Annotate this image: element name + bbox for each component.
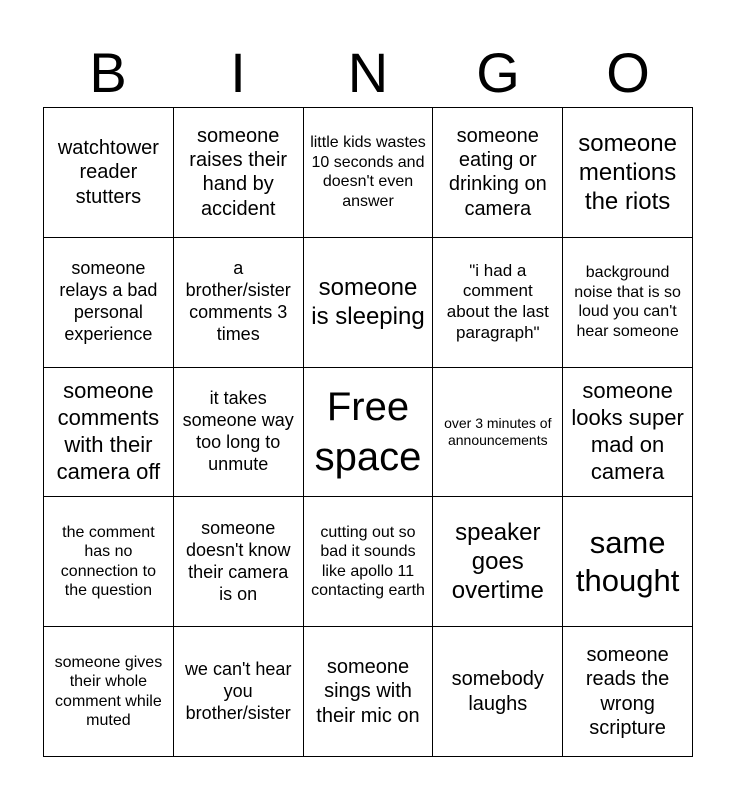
cell-label: somebody laughs (451, 668, 544, 715)
cell-label: background noise that is so loud you can't hear someone (574, 264, 681, 340)
cell-label: someone is sleeping (311, 273, 425, 331)
cell-label: someone eating or drinking on camera (448, 124, 547, 220)
cell-label: "i had a comment about the last paragraph" (446, 260, 549, 342)
header-letter-g: G (476, 41, 520, 104)
header-letter-o: O (606, 41, 650, 104)
bingo-cell-r4c3[interactable] (304, 497, 434, 627)
cell-label: someone sings with their mic on (316, 656, 420, 727)
bingo-cell-r4c1[interactable] (44, 497, 174, 627)
bingo-cell-r3c2[interactable] (174, 368, 304, 498)
header-letter-i: I (230, 41, 246, 104)
bingo-cell-r2c5[interactable] (563, 238, 693, 368)
bingo-cell-r4c2[interactable] (174, 497, 304, 627)
cell-label: over 3 minutes of announcements (444, 414, 552, 448)
bingo-cell-r1c3[interactable] (304, 108, 434, 238)
cell-label: someone looks super mad on camera (571, 378, 684, 484)
bingo-header (43, 40, 693, 106)
cell-label: someone mentions the riots (578, 129, 677, 216)
cell-label: someone reads the wrong scripture (585, 643, 670, 739)
cell-label: someone gives their whole comment while muted (54, 653, 163, 730)
header-letter-n: N (347, 41, 389, 104)
free-space-cell[interactable] (304, 368, 434, 498)
bingo-cell-r1c1[interactable] (44, 108, 174, 238)
bingo-cell-r2c4[interactable] (433, 238, 563, 368)
bingo-cell-r2c1[interactable] (44, 238, 174, 368)
cell-label: someone doesn't know their camera is on (185, 517, 291, 604)
bingo-cell-r3c4[interactable] (433, 368, 563, 498)
bingo-cell-r5c5[interactable] (563, 627, 693, 757)
cell-label: a brother/sister comments 3 times (185, 258, 291, 345)
bingo-cell-r2c2[interactable] (174, 238, 304, 368)
bingo-cell-r5c3[interactable] (304, 627, 434, 757)
bingo-cell-r5c1[interactable] (44, 627, 174, 757)
cell-label: someone relays a bad personal experience (59, 258, 158, 345)
cell-label: someone comments with their camera off (56, 378, 161, 484)
bingo-cell-r3c1[interactable] (44, 368, 174, 498)
bingo-cell-r2c3[interactable] (304, 238, 434, 368)
bingo-board (43, 107, 693, 757)
cell-label: speaker goes overtime (451, 518, 544, 605)
bingo-cell-r4c4[interactable] (433, 497, 563, 627)
bingo-cell-r5c4[interactable] (433, 627, 563, 757)
bingo-cell-r1c2[interactable] (174, 108, 304, 238)
bingo-cell-r5c2[interactable] (174, 627, 304, 757)
cell-label: someone raises their hand by accident (189, 124, 288, 220)
cell-label: watchtower reader stutters (57, 136, 159, 208)
header-letter-b: B (89, 41, 127, 104)
bingo-cell-r3c5[interactable] (563, 368, 693, 498)
bingo-cell-r1c5[interactable] (563, 108, 693, 238)
cell-label: the comment has no connection to the question (60, 523, 156, 600)
cell-label: same thought (575, 524, 680, 598)
bingo-cell-r1c4[interactable] (433, 108, 563, 238)
bingo-cell-r4c5[interactable] (563, 497, 693, 627)
free-space-label: Free space (314, 384, 422, 479)
cell-label: we can't hear you brother/sister (184, 658, 292, 723)
cell-label: it takes someone way too long to unmute (182, 388, 294, 474)
cell-label: cutting out so bad it sounds like apollo 11 contacting earth (311, 523, 425, 600)
cell-label: little kids wastes 10 seconds and doesn't even answer (310, 134, 426, 210)
